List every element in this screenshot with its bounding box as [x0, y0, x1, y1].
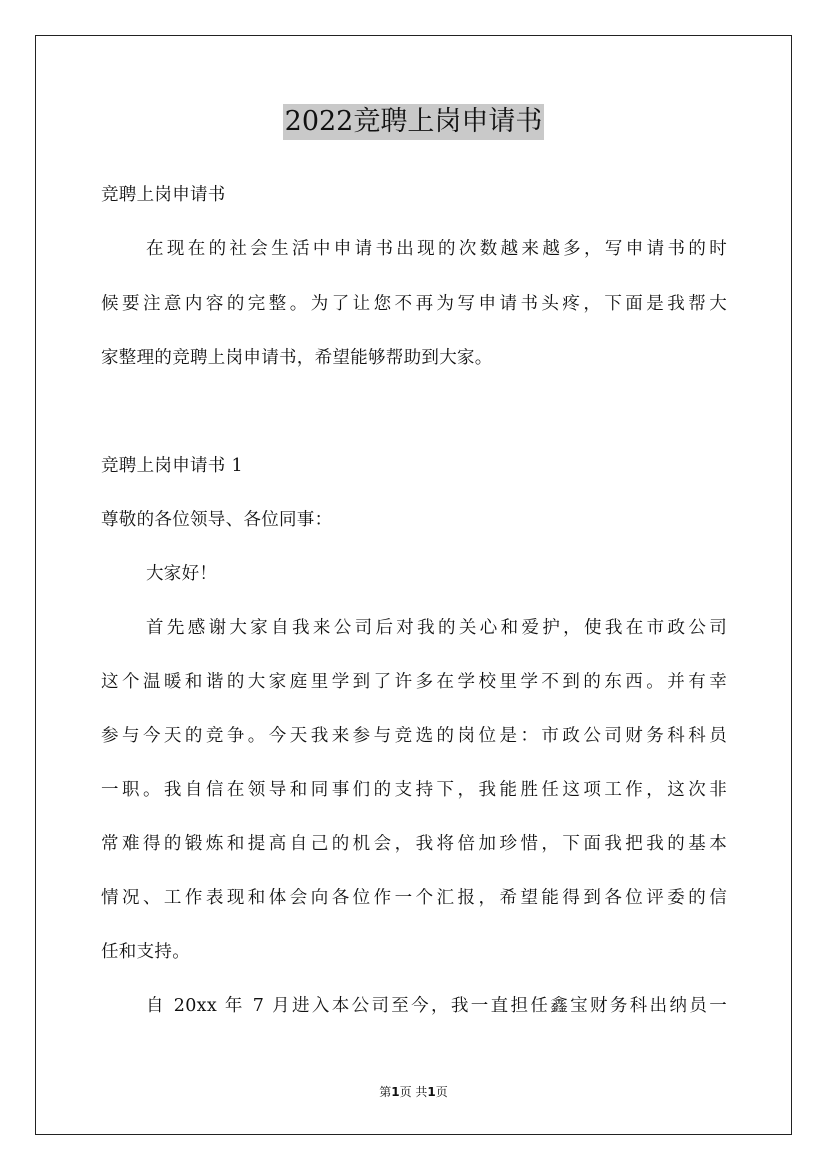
paragraph-line: 在现在的社会生活中申请书出现的次数越来越多，写申请书的时: [146, 239, 727, 259]
salutation: 尊敬的各位领导、各位同事：: [101, 510, 333, 530]
paragraph-line: 参与今天的竞争。今天我来参与竞选的岗位是：市政公司财务科科员: [101, 726, 727, 746]
section-heading: 竞聘上岗申请书: [101, 185, 226, 205]
paragraph-line: 家整理的竞聘上岗申请书，希望能够帮助到大家。: [101, 348, 493, 368]
footer-page-total: 1: [427, 1085, 436, 1099]
paragraph-line: 候要注意内容的完整。为了让您不再为写申请书头疼，下面是我帮大: [101, 294, 727, 314]
paragraph-line: 这个温暖和谐的大家庭里学到了许多在学校里学不到的东西。并有幸: [101, 672, 727, 692]
greeting: 大家好！: [146, 564, 218, 584]
paragraph-line: 情况、工作表现和体会向各位作一个汇报，希望能得到各位评委的信: [101, 888, 727, 908]
paragraph-line: 常难得的锻炼和提高自己的机会，我将倍加珍惜，下面我把我的基本: [101, 834, 727, 854]
footer-page-mid: 页 共: [399, 1085, 428, 1099]
section-heading: 竞聘上岗申请书 1: [101, 456, 243, 476]
paragraph-line: 一职。我自信在领导和同事们的支持下，我能胜任这项工作，这次非: [101, 780, 727, 800]
paragraph-line: 首先感谢大家自我来公司后对我的关心和爱护，使我在市政公司: [146, 618, 727, 638]
title-container: [0, 104, 827, 140]
document-title: 2022竞聘上岗申请书: [283, 104, 545, 140]
footer-page-suffix: 页: [435, 1085, 448, 1099]
page-footer: [0, 1084, 827, 1100]
footer-page-number: 1: [391, 1085, 400, 1099]
paragraph-line: 任和支持。: [101, 942, 190, 962]
footer-page-prefix: 第: [379, 1085, 392, 1099]
paragraph-line: 自 20xx 年 7 月进入本公司至今，我一直担任鑫宝财务科出纳员一: [146, 996, 727, 1016]
